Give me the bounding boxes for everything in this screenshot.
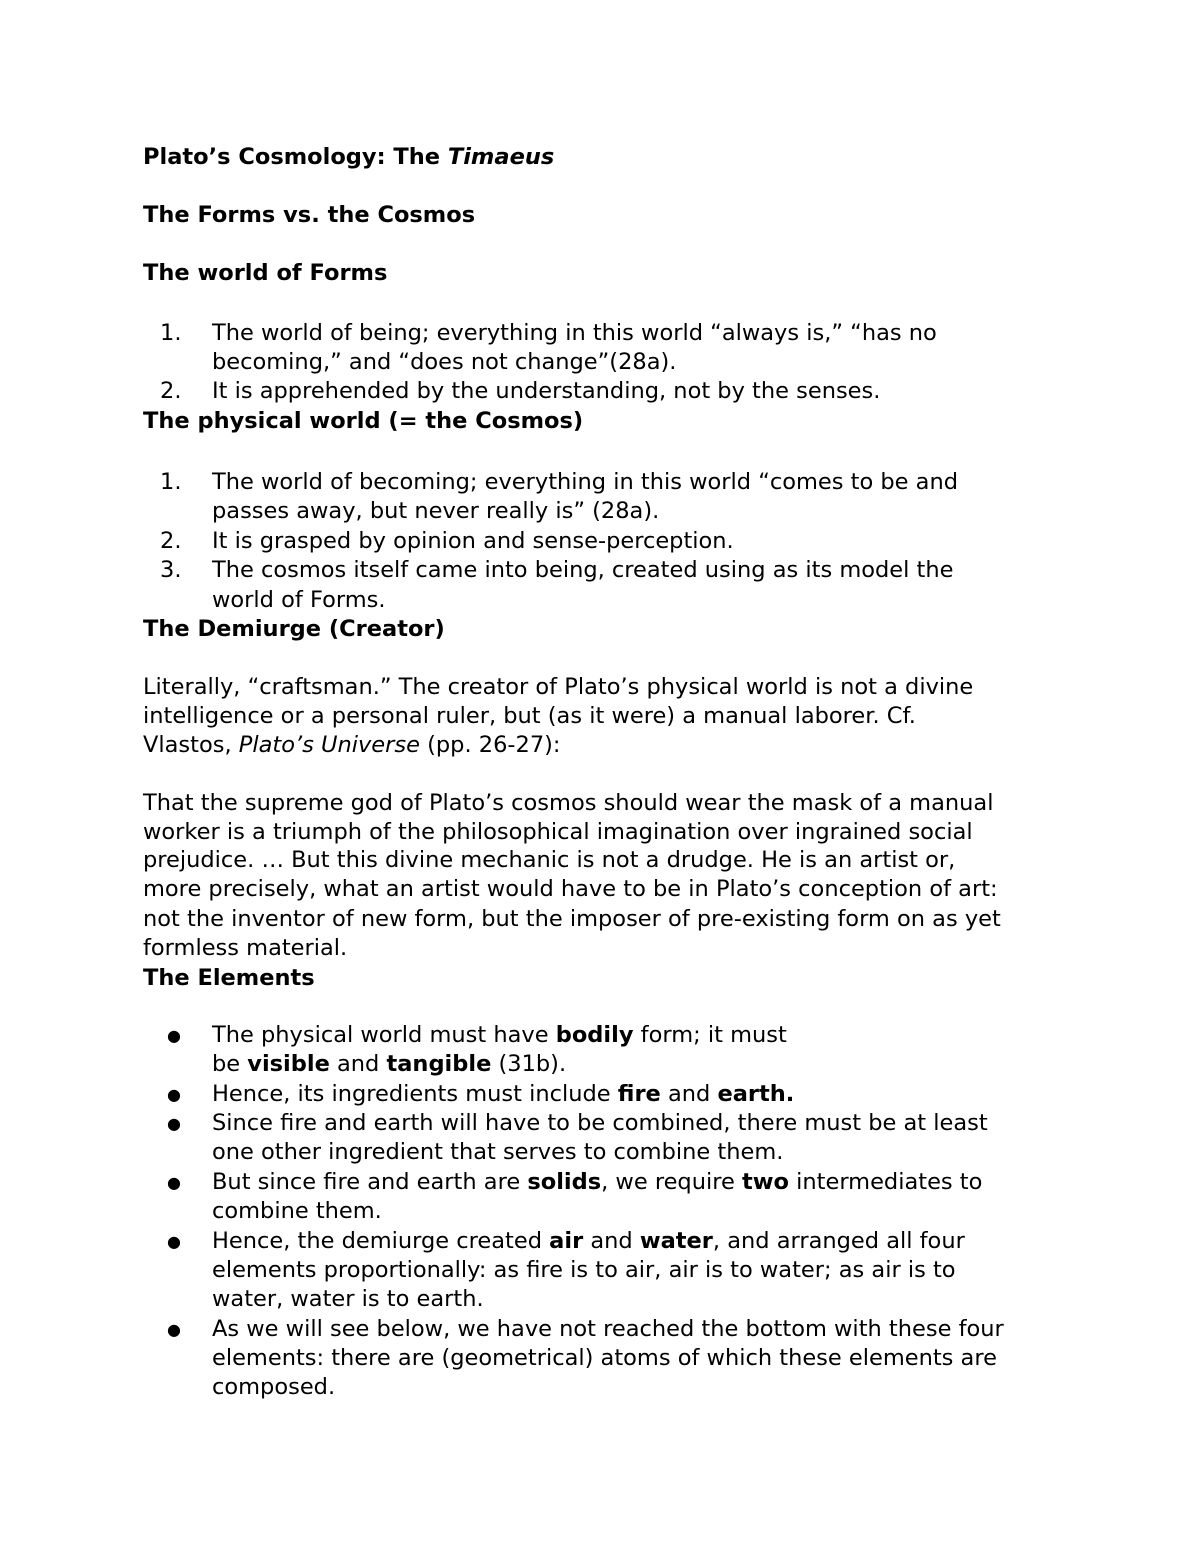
elements-bullet-1-line-1: [212, 1021, 787, 1050]
text: and: [329, 1051, 387, 1077]
physical-item-1-line-1: The world of becoming; everything in this world “comes to be and: [212, 469, 958, 495]
forms-item-1-line-1: The world of being; everything in this world “always is,” “has no: [212, 320, 937, 346]
bold-text: air: [549, 1228, 584, 1254]
citation-pages: (pp. 26-27):: [419, 732, 561, 758]
bullet-icon: ●: [167, 1320, 181, 1339]
demiurge-heading: The Demiurge (Creator): [143, 616, 445, 642]
quote-line-5: not the inventor of new form, but the imposer of pre-existing form on as yet: [143, 906, 1001, 932]
physical-item-3-line-1: The cosmos itself came into being, created using as its model the: [212, 557, 954, 583]
bold-text: water: [639, 1228, 713, 1254]
bold-text: solids: [527, 1169, 602, 1195]
elements-bullet-2-line-1: [212, 1080, 794, 1109]
text: Hence, the demiurge created: [212, 1228, 550, 1254]
physical-heading: The physical world (= the Cosmos): [143, 408, 584, 434]
demiurge-para-line-1: Literally, “craftsman.” The creator of Plato’s physical world is not a divine: [143, 674, 974, 700]
physical-item-3-number: 3.: [160, 557, 182, 583]
bold-text: fire: [617, 1081, 661, 1107]
document-title: [143, 143, 554, 172]
bullet-icon: ●: [167, 1114, 181, 1133]
physical-item-3-line-2: world of Forms.: [212, 587, 386, 613]
physical-item-2-number: 2.: [160, 528, 182, 554]
elements-bullet-3-line-1: Since fire and earth will have to be combined, there must be at least: [212, 1110, 988, 1136]
bullet-icon: ●: [167, 1085, 181, 1104]
elements-heading: The Elements: [143, 965, 315, 991]
elements-bullet-5-line-2: elements proportionally: as fire is to air, air is to water; as air is to: [212, 1257, 956, 1283]
text: (31b).: [491, 1051, 567, 1077]
text: and: [660, 1081, 718, 1107]
bold-text: bodily: [555, 1022, 634, 1048]
elements-bullet-3-line-2: one other ingredient that serves to combine them.: [212, 1139, 784, 1165]
bold-text: earth.: [717, 1081, 795, 1107]
text: The physical world must have: [212, 1022, 556, 1048]
citation-author: Vlastos,: [143, 732, 239, 758]
forms-item-2-number: 2.: [160, 378, 182, 404]
forms-item-1-line-2: becoming,” and “does not change”(28a).: [212, 349, 677, 375]
forms-item-1-number: 1.: [160, 320, 182, 346]
bullet-icon: ●: [167, 1232, 181, 1251]
text: Hence, its ingredients must include: [212, 1081, 618, 1107]
demiurge-para-line-2: intelligence or a personal ruler, but (as it were) a manual laborer. Cf.: [143, 703, 916, 729]
forms-heading: The world of Forms: [143, 260, 388, 286]
physical-item-1-number: 1.: [160, 469, 182, 495]
text: But since fire and earth are: [212, 1169, 528, 1195]
elements-bullet-5-line-3: water, water is to earth.: [212, 1286, 484, 1312]
quote-line-2: worker is a triumph of the philosophical imagination over ingrained social: [143, 819, 973, 845]
subtitle: The Forms vs. the Cosmos: [143, 202, 476, 228]
elements-bullet-6-line-3: composed.: [212, 1374, 336, 1400]
text: , and arranged all four: [712, 1228, 965, 1254]
quote-line-1: That the supreme god of Plato’s cosmos should wear the mask of a manual: [143, 790, 994, 816]
elements-bullet-4-line-1: [212, 1168, 982, 1197]
forms-item-2-line-1: It is apprehended by the understanding, not by the senses.: [212, 378, 881, 404]
elements-bullet-6-line-2: elements: there are (geometrical) atoms of which these elements are: [212, 1345, 997, 1371]
elements-bullet-4-line-2: combine them.: [212, 1198, 382, 1224]
text: be: [212, 1051, 248, 1077]
quote-line-6: formless material.: [143, 935, 348, 961]
bullet-icon: ●: [167, 1026, 181, 1045]
elements-bullet-1-line-2: [212, 1050, 566, 1079]
elements-bullet-5-line-1: [212, 1227, 965, 1256]
physical-item-2-line-1: It is grasped by opinion and sense-perception.: [212, 528, 734, 554]
text: , we require: [601, 1169, 742, 1195]
title-italic-text: Timaeus: [447, 144, 555, 170]
text: intermediates to: [788, 1169, 983, 1195]
elements-bullet-6-line-1: As we will see below, we have not reached the bottom with these four: [212, 1316, 1004, 1342]
text: and: [583, 1228, 640, 1254]
quote-line-4: more precisely, what an artist would have to be in Plato’s conception of art:: [143, 876, 998, 902]
quote-line-3: prejudice. … But this divine mechanic is not a drudge. He is an artist or,: [143, 847, 956, 873]
bold-text: tangible: [386, 1051, 492, 1077]
demiurge-para-line-3: [143, 731, 561, 760]
bold-text: two: [741, 1169, 789, 1195]
title-text: Plato’s Cosmology: The: [143, 144, 448, 170]
bullet-icon: ●: [167, 1173, 181, 1192]
physical-item-1-line-2: passes away, but never really is” (28a).: [212, 498, 660, 524]
citation-book-title: Plato’s Universe: [238, 732, 420, 758]
bold-text: visible: [247, 1051, 330, 1077]
text: form; it must: [633, 1022, 787, 1048]
